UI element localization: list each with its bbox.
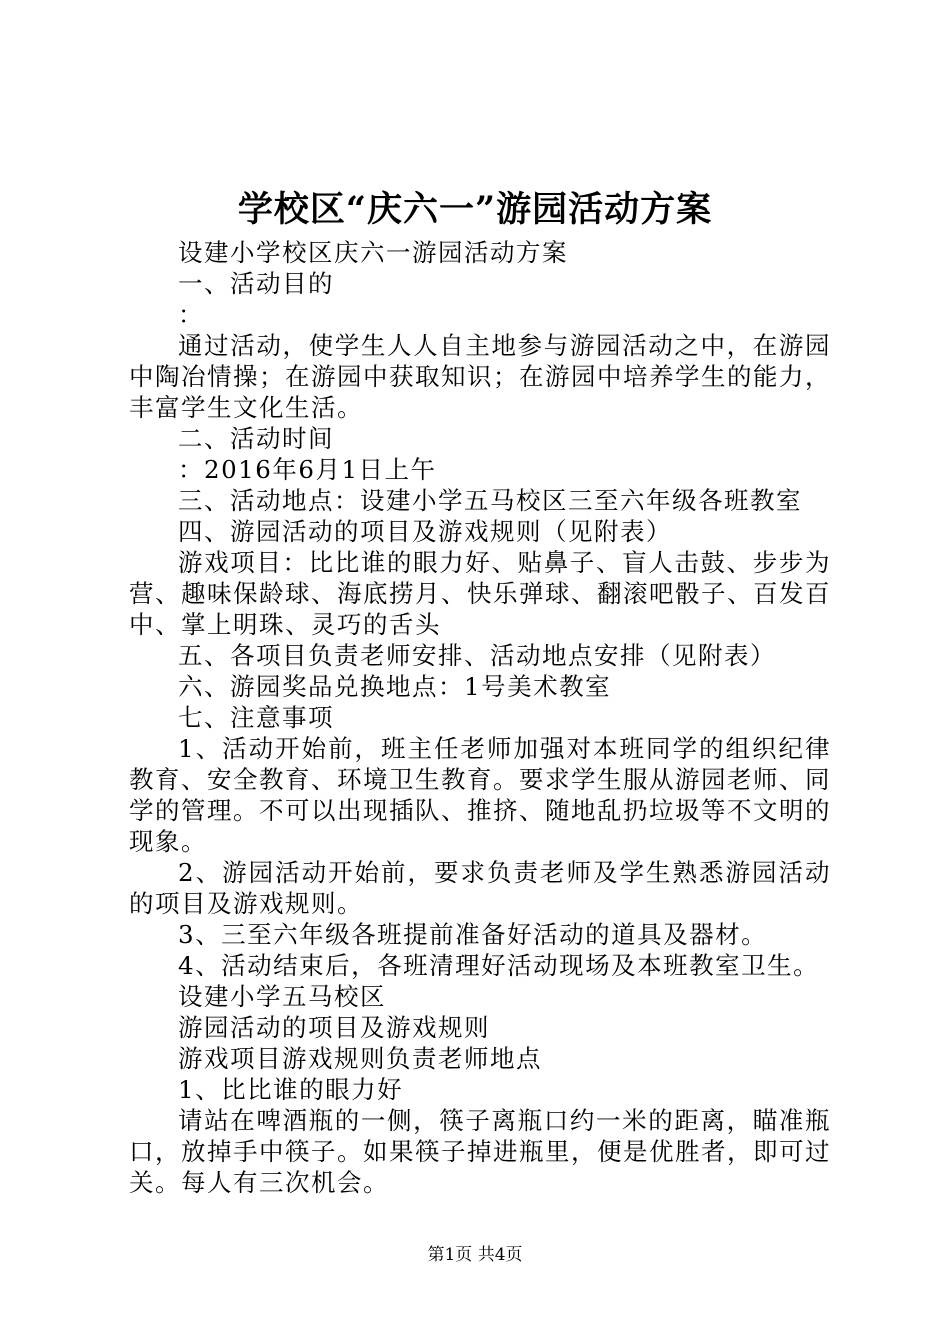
paragraph: 游戏项目：比比谁的眼力好、贴鼻子、盲人击鼓、步步为营、趣味保龄球、海底捞月、快乐弹球、翻滚吧骰子、百发百中、掌上明珠、灵巧的舌头 bbox=[129, 548, 831, 639]
section-heading: 四、游园活动的项目及游戏规则（见附表） bbox=[178, 517, 672, 546]
paragraph: 3、三至六年级各班提前准备好活动的道具及器材。 bbox=[178, 920, 768, 949]
paragraph: 设建小学五马校区 bbox=[178, 982, 386, 1011]
paragraph: 请站在啤酒瓶的一侧，筷子离瓶口约一米的距离，瞄准瓶口，放掉手中筷子。如果筷子掉进瓶里，便是优胜者，即可过关。每人有三次机会。 bbox=[129, 1106, 831, 1197]
paragraph: 通过活动，使学生人人自主地参与游园活动之中，在游园中陶冶情操；在游园中获取知识；在游园中培养学生的能力，丰富学生文化生活。 bbox=[129, 331, 831, 422]
page-footer: 第1页 共4页 bbox=[427, 1245, 523, 1265]
paragraph: ： bbox=[178, 300, 204, 329]
paragraph: 4、活动结束后，各班清理好活动现场及本班教室卫生。 bbox=[178, 951, 820, 980]
section-heading: 二、活动时间 bbox=[178, 424, 334, 453]
paragraph: 1、活动开始前，班主任老师加强对本班同学的组织纪律教育、安全教育、环境卫生教育。要求学生服从游园老师、同学的管理。不可以出现插队、推挤、随地乱扔垃圾等不文明的现象。 bbox=[129, 734, 831, 856]
section-heading: 三、活动地点：设建小学五马校区三至六年级各班教室 bbox=[178, 486, 802, 515]
paragraph: ：2016年6月1日上午 bbox=[178, 455, 437, 484]
paragraph: 1、比比谁的眼力好 bbox=[178, 1075, 404, 1104]
section-heading: 五、各项目负责老师安排、活动地点安排（见附表） bbox=[178, 641, 776, 670]
paragraph: 游戏项目游戏规则负责老师地点 bbox=[178, 1044, 542, 1073]
paragraph: 2、游园活动开始前，要求负责老师及学生熟悉游园活动的项目及游戏规则。 bbox=[129, 858, 831, 918]
section-heading: 一、活动目的 bbox=[178, 269, 334, 298]
section-heading: 七、注意事项 bbox=[178, 703, 334, 732]
document-body bbox=[129, 237, 831, 1198]
document-title: 学校区“庆六一”游园活动方案 bbox=[237, 189, 713, 230]
paragraph: 游园活动的项目及游戏规则 bbox=[178, 1013, 490, 1042]
section-heading: 六、游园奖品兑换地点：1号美术教室 bbox=[178, 672, 612, 701]
paragraph: 设建小学校区庆六一游园活动方案 bbox=[178, 238, 568, 267]
